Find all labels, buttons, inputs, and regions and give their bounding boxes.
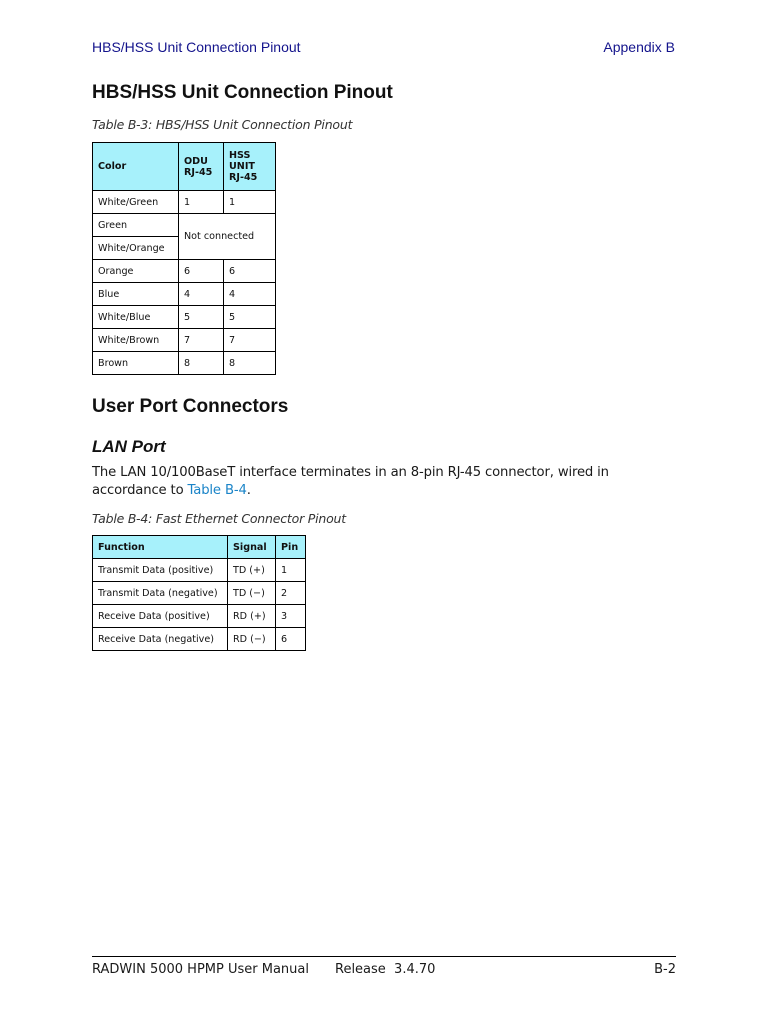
lan-text: The LAN 10/100BaseT interface terminates in an 8-pin RJ-45 connector, wired in accordance to: [92, 465, 609, 498]
cell-signal: RD (+): [228, 605, 276, 628]
subsection-heading-lan: LAN Port: [92, 437, 166, 456]
cell-odu: 6: [179, 260, 224, 283]
cell-hss: 4: [224, 283, 276, 306]
table-row: [93, 260, 276, 283]
table-caption-b4: Table B-4: Fast Ethernet Connector Pinout: [92, 511, 346, 526]
table-row: [93, 628, 306, 651]
lan-text-end: .: [246, 482, 251, 498]
cell-hss: 6: [224, 260, 276, 283]
table-row: [93, 329, 276, 352]
footer-divider: [92, 956, 676, 957]
table-row: [93, 306, 276, 329]
table-row: [93, 352, 276, 375]
header-function: Function: [93, 536, 228, 559]
lan-description: [92, 464, 682, 499]
table-row: [93, 214, 276, 237]
cell-pin: 2: [276, 582, 306, 605]
table-row: [93, 582, 306, 605]
header-pin: Pin: [276, 536, 306, 559]
cell-hss: 1: [224, 191, 276, 214]
running-header-appendix: Appendix B: [603, 39, 675, 55]
cell-color: Orange: [93, 260, 179, 283]
table-row: [93, 283, 276, 306]
section-heading-pinout: HBS/HSS Unit Connection Pinout: [92, 82, 393, 103]
cell-odu: 4: [179, 283, 224, 306]
cell-color: Blue: [93, 283, 179, 306]
cell-signal: TD (+): [228, 559, 276, 582]
table-header-row: [93, 143, 276, 191]
table-row: [93, 191, 276, 214]
cell-odu: 5: [179, 306, 224, 329]
cell-color: Green: [93, 214, 179, 237]
cell-color: Brown: [93, 352, 179, 375]
cell-color: White/Orange: [93, 237, 179, 260]
table-caption-b3: Table B-3: HBS/HSS Unit Connection Pinout: [92, 117, 353, 132]
cell-odu: 8: [179, 352, 224, 375]
pinout-table: [92, 142, 276, 375]
cell-hss: 5: [224, 306, 276, 329]
header-odu: ODU RJ-45: [179, 143, 224, 191]
cell-color: White/Blue: [93, 306, 179, 329]
cell-function: Transmit Data (negative): [93, 582, 228, 605]
cell-hss: 8: [224, 352, 276, 375]
cell-pin: 3: [276, 605, 306, 628]
cell-pin: 6: [276, 628, 306, 651]
cell-odu: 7: [179, 329, 224, 352]
cell-odu: 1: [179, 191, 224, 214]
cell-signal: RD (−): [228, 628, 276, 651]
table-row: [93, 605, 306, 628]
footer-page-number: B-2: [654, 962, 676, 977]
section-heading-user-ports: User Port Connectors: [92, 396, 289, 417]
header-hss: HSS UNIT RJ-45: [224, 143, 276, 191]
cell-hss: 7: [224, 329, 276, 352]
cell-function: Transmit Data (positive): [93, 559, 228, 582]
cell-pin: 1: [276, 559, 306, 582]
header-signal: Signal: [228, 536, 276, 559]
table-b4-link[interactable]: Table B-4: [187, 482, 247, 498]
table-header-row: [93, 536, 306, 559]
cell-color: White/Brown: [93, 329, 179, 352]
table-row: [93, 559, 306, 582]
header-color: Color: [93, 143, 179, 191]
ethernet-pinout-table: [92, 535, 306, 651]
footer-release: Release 3.4.70: [335, 962, 436, 977]
cell-not-connected: Not connected: [179, 214, 276, 260]
footer-manual-title: RADWIN 5000 HPMP User Manual: [92, 962, 309, 977]
cell-function: Receive Data (positive): [93, 605, 228, 628]
cell-function: Receive Data (negative): [93, 628, 228, 651]
running-header-title: HBS/HSS Unit Connection Pinout: [92, 39, 301, 55]
cell-signal: TD (−): [228, 582, 276, 605]
cell-color: White/Green: [93, 191, 179, 214]
